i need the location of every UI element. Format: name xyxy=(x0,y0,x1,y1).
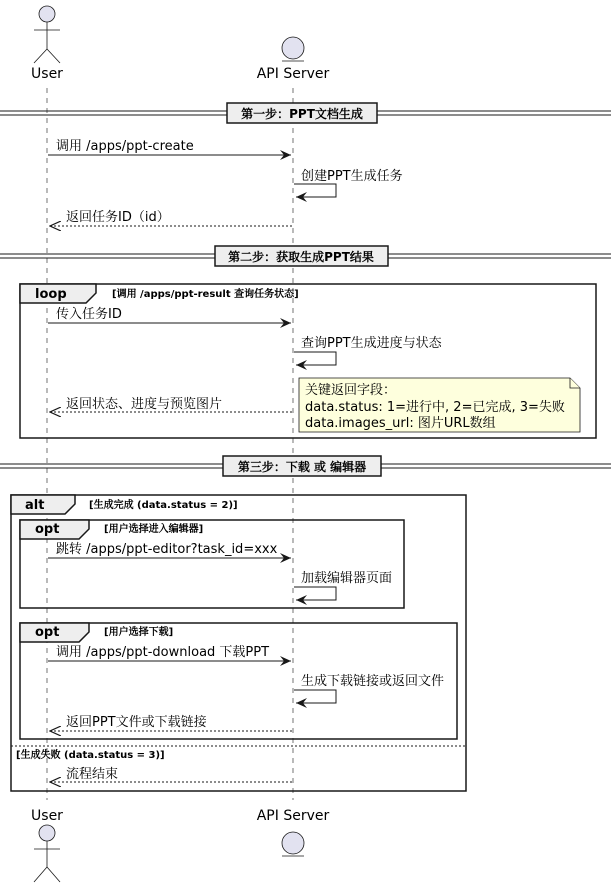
loop-frame-label: loop xyxy=(35,287,67,302)
opt-editor-frame-label: opt xyxy=(35,522,60,537)
user-actor-bottom xyxy=(34,825,60,882)
note-line-2: data.status: 1=进行中, 2=已完成, 3=失败 xyxy=(305,400,565,415)
divider-step2 xyxy=(0,246,611,266)
divider-step1-label: 第一步：PPT文档生成 xyxy=(241,107,363,121)
self-message-query-progress-label: 查询PPT生成进度与状态 xyxy=(301,336,442,351)
divider-step2-label: 第二步：获取生成PPT结果 xyxy=(228,250,374,264)
self-message-generate-arrow xyxy=(294,690,336,703)
self-message-create-task-arrow xyxy=(294,184,336,197)
alt-else-guard-label: [生成失败 (data.status = 3)] xyxy=(16,750,165,761)
note-key-fields xyxy=(299,378,580,432)
server-entity-icon-bottom xyxy=(282,832,304,856)
user-participant-label-bottom: User xyxy=(31,808,63,824)
opt-editor-guard-label: [用户选择进入编辑器] xyxy=(104,524,204,535)
opt-editor-frame xyxy=(20,520,404,608)
server-entity-icon-top xyxy=(282,37,304,61)
self-message-load-editor-arrow xyxy=(294,587,336,600)
alt-frame-label: alt xyxy=(25,498,45,513)
user-actor-top xyxy=(34,6,60,63)
server-participant-label-top: API Server xyxy=(256,66,330,82)
divider-step3-label: 第三步：下载 或 编辑器 xyxy=(237,460,367,474)
user-participant-label-top: User xyxy=(31,66,63,82)
alt-guard-label: [生成完成 (data.status = 2)] xyxy=(89,500,238,511)
message-call-create-label: 调用 /apps/ppt-create xyxy=(56,139,194,154)
self-message-generate-label: 生成下载链接或返回文件 xyxy=(301,674,445,689)
loop-guard-label: [调用 /apps/ppt-result 查询任务状态] xyxy=(112,289,299,300)
divider-step3 xyxy=(0,456,611,476)
self-message-load-editor-label: 加载编辑器页面 xyxy=(301,571,393,586)
note-line-3: data.images_url: 图片URL数组 xyxy=(305,416,496,431)
message-return-id-label: 返回任务ID（id） xyxy=(66,210,170,225)
divider-step1 xyxy=(0,103,611,123)
opt-download-guard-label: [用户选择下载] xyxy=(104,627,174,638)
message-redirect-editor-label: 跳转 /apps/ppt-editor?task_id=xxx xyxy=(56,542,278,557)
message-send-id-label: 传入任务ID xyxy=(56,307,122,322)
self-message-query-progress-arrow xyxy=(294,352,336,365)
server-participant-label-bottom: API Server xyxy=(256,808,330,824)
message-return-file-label: 返回PPT文件或下载链接 xyxy=(66,715,207,730)
message-call-download-label: 调用 /apps/ppt-download 下载PPT xyxy=(56,645,270,660)
message-return-status-label: 返回状态、进度与预览图片 xyxy=(66,397,223,412)
self-message-create-task-label: 创建PPT生成任务 xyxy=(301,169,403,184)
message-end-flow-label: 流程结束 xyxy=(66,767,119,782)
opt-download-frame-label: opt xyxy=(35,625,60,640)
note-line-1: 关键返回字段： xyxy=(305,383,397,398)
